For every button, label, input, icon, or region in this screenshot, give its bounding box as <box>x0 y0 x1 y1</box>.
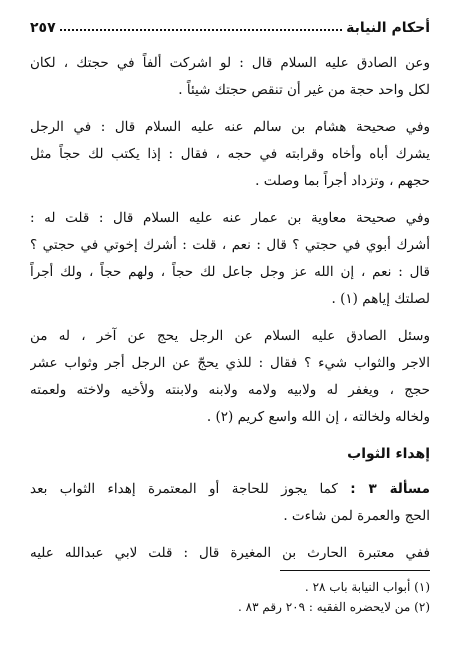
text-line: ولخاله ولخالته ، إن الله واسع كريم (٢) . <box>206 409 430 425</box>
page-number: ٢٥٧ <box>30 20 56 36</box>
text-line: حجج ، ويغفر له ولابيه ولامه ولابنه ولابنته ولأخيه ولاخته ولعمته <box>30 382 430 398</box>
footnote-1: (١) أبواب النيابة باب ٢٨ . <box>304 580 430 594</box>
text-line: وسئل الصادق عليه السلام عن الرجل يحج عن آخر ، له من <box>30 328 430 344</box>
paragraph-final <box>30 540 430 567</box>
paragraph-4 <box>30 323 430 431</box>
text-line: وفي صحيحة معاوية بن عمار عنه عليه السلام قال : قلت له : <box>30 210 430 226</box>
paragraph-1 <box>30 50 430 104</box>
text-line: قال : نعم ، إن الله عز وجل جاعل لك حجاً ، ولهم حجاً ، ولك أجراً <box>30 264 430 280</box>
text-line: أشرك أبوي في حجتي ؟ قال : نعم ، قلت : أشرك إخوتي في حجتي ؟ <box>30 237 430 253</box>
header-dot-leader <box>60 29 342 31</box>
running-title: أحكام النيابة <box>346 20 430 36</box>
running-header <box>30 16 430 36</box>
footnotes <box>30 570 430 617</box>
text-line: وعن الصادق عليه السلام قال : لو اشركت ألفاً في حجتك ، لكان <box>30 55 430 71</box>
issue-label: مسألة ٣ : <box>350 481 430 497</box>
text-line: لكل واحد حجة من غير أن تنقص حجتك شيئاً . <box>178 82 430 98</box>
text-line: حجهم ، وتزداد أجراً بما وصلت . <box>255 173 430 189</box>
paragraph-3 <box>30 205 430 313</box>
paragraph-2 <box>30 114 430 195</box>
text-line: لصلتك إياهم (١) . <box>331 291 430 307</box>
page <box>30 16 430 577</box>
text-line: الاجر والثواب شيء ؟ فقال : للذي يحجّ عن الرجل أجر وثواب عشر <box>30 355 430 371</box>
page-body <box>30 50 430 567</box>
text-line <box>30 476 430 503</box>
issue-text: كما يجوز للحاجة أو المعتمرة إهداء الثواب بعد <box>30 481 338 497</box>
text-line: يشرك أباه وأخاه وقرابته في حجه ، فقال : إذا يكتب لك حجاً مثل <box>30 146 430 162</box>
text-line: وفي صحيحة هشام بن سالم عنه عليه السلام قال : في الرجل <box>30 119 430 135</box>
issue-paragraph <box>30 476 430 530</box>
footnote-2: (٢) من لايحضره الفقيه : ٢٠٩ رقم ٨٣ . <box>238 600 430 614</box>
text-line: ففي معتبرة الحارث بن المغيرة قال : قلت لابي عبدالله عليه <box>30 545 430 561</box>
footnote-divider <box>280 570 430 571</box>
text-line: الحج والعمرة لمن شاءت . <box>283 508 430 524</box>
section-heading: إهداء الثواب <box>347 446 430 462</box>
